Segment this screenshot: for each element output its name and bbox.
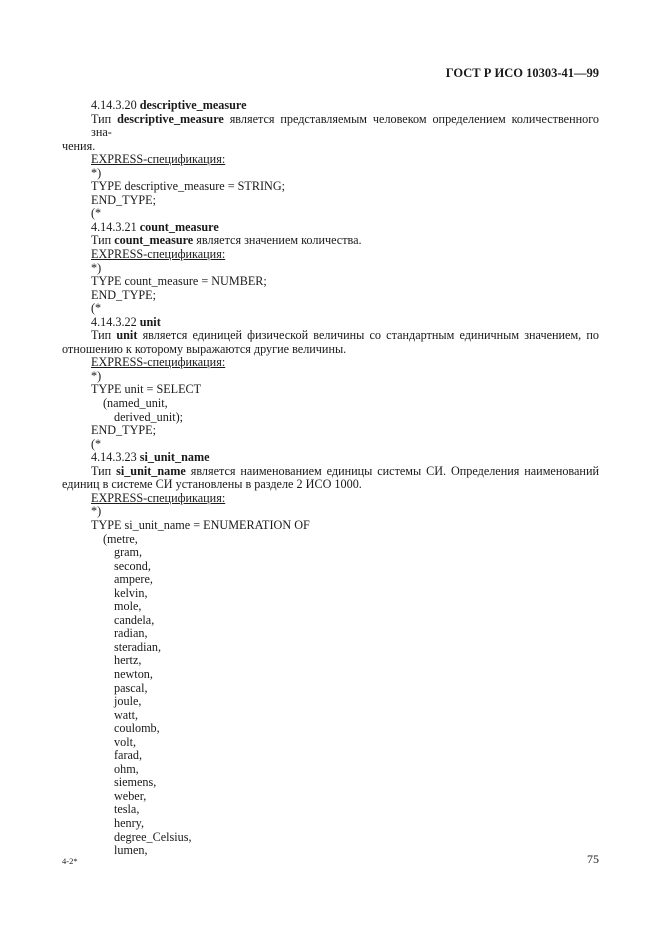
enum-list — [62, 546, 599, 858]
enum-item: mole, — [114, 599, 142, 614]
code-line: (named_unit, — [103, 396, 168, 411]
enum-item: candela, — [114, 612, 155, 627]
express-spec-label: EXPRESS-спецификация: — [91, 152, 226, 167]
definition-text-continuation: чения. — [62, 138, 96, 153]
enum-item: weber, — [114, 788, 147, 803]
comment-open: *) — [91, 165, 102, 180]
comment-close: (* — [91, 436, 102, 451]
enum-item: (metre, — [103, 531, 138, 546]
section-heading-term: count_measure — [139, 219, 219, 234]
enum-item: second, — [114, 558, 151, 573]
definition-text: Тип unit является единицей физической величины со стандартным единичным значением, по — [91, 328, 600, 343]
enum-item: tesla, — [114, 802, 140, 817]
enum-item: farad, — [114, 748, 143, 763]
definition-text: Тип si_unit_name является наименованием единицы системы СИ. Определения наименований — [91, 463, 600, 478]
enum-item: kelvin, — [114, 585, 148, 600]
enum-item: pascal, — [114, 680, 148, 695]
comment-close: (* — [91, 301, 102, 316]
code-line: TYPE unit = SELECT — [91, 382, 202, 397]
enum-item: lumen, — [114, 843, 148, 858]
section-heading-term: si_unit_name — [139, 450, 210, 465]
code-line: TYPE count_measure = NUMBER; — [91, 274, 267, 289]
definition-text: Тип descriptive_measure является представляемым человеком определением количественного зна- — [91, 111, 600, 140]
enum-item: coulomb, — [114, 721, 160, 736]
section-heading: 4.14.3.21 count_measure — [91, 219, 219, 234]
section-heading: 4.14.3.23 si_unit_name — [91, 450, 210, 465]
term: descriptive_measure — [117, 111, 224, 126]
section-heading: 4.14.3.22 unit — [91, 314, 161, 329]
section-heading-term: descriptive_measure — [139, 98, 247, 112]
comment-open: *) — [91, 260, 102, 275]
term: si_unit_name — [116, 463, 186, 478]
comment-close: (* — [91, 206, 102, 221]
footer-sheet-mark: 4-2* — [62, 856, 78, 866]
document-header: ГОСТ Р ИСО 10303-41—99 — [445, 66, 599, 80]
enum-item: steradian, — [114, 639, 162, 654]
enum-item: gram, — [114, 545, 143, 560]
enum-item: henry, — [114, 815, 145, 830]
express-spec-label: EXPRESS-спецификация: — [91, 355, 226, 370]
code-line: derived_unit); — [114, 409, 184, 424]
enum-item: degree_Celsius, — [114, 829, 192, 844]
code-line: END_TYPE; — [91, 287, 156, 302]
enum-item: siemens, — [114, 775, 157, 790]
enum-item: joule, — [114, 694, 142, 709]
code-line: END_TYPE; — [91, 192, 156, 207]
definition-text-continuation: единиц в системе СИ установлены в разделе 2 ИСО 1000. — [62, 477, 362, 492]
section-heading-term: unit — [139, 314, 161, 329]
enum-item: ampere, — [114, 572, 153, 587]
term: count_measure — [114, 233, 194, 248]
enum-item: newton, — [114, 666, 153, 681]
code-line: TYPE descriptive_measure = STRING; — [91, 179, 286, 194]
definition-text-continuation: отношению к которому выражаются другие величины. — [62, 341, 347, 356]
express-spec-label: EXPRESS-спецификация: — [91, 247, 226, 262]
page-number: 75 — [587, 852, 599, 866]
code-line: TYPE si_unit_name = ENUMERATION OF — [91, 517, 310, 532]
definition-text: Тип count_measure является значением количества. — [91, 233, 362, 248]
enum-item: hertz, — [114, 653, 142, 668]
section-heading: 4.14.3.20 descriptive_measure — [91, 98, 247, 112]
enum-item: volt, — [114, 734, 137, 749]
enum-item: watt, — [114, 707, 139, 722]
comment-open: *) — [91, 504, 102, 519]
term: unit — [116, 328, 138, 343]
enum-item: ohm, — [114, 761, 139, 776]
enum-item: radian, — [114, 626, 148, 641]
code-line: END_TYPE; — [91, 423, 156, 438]
express-spec-label: EXPRESS-спецификация: — [91, 490, 226, 505]
page-content — [62, 99, 599, 858]
comment-open: *) — [91, 368, 102, 383]
